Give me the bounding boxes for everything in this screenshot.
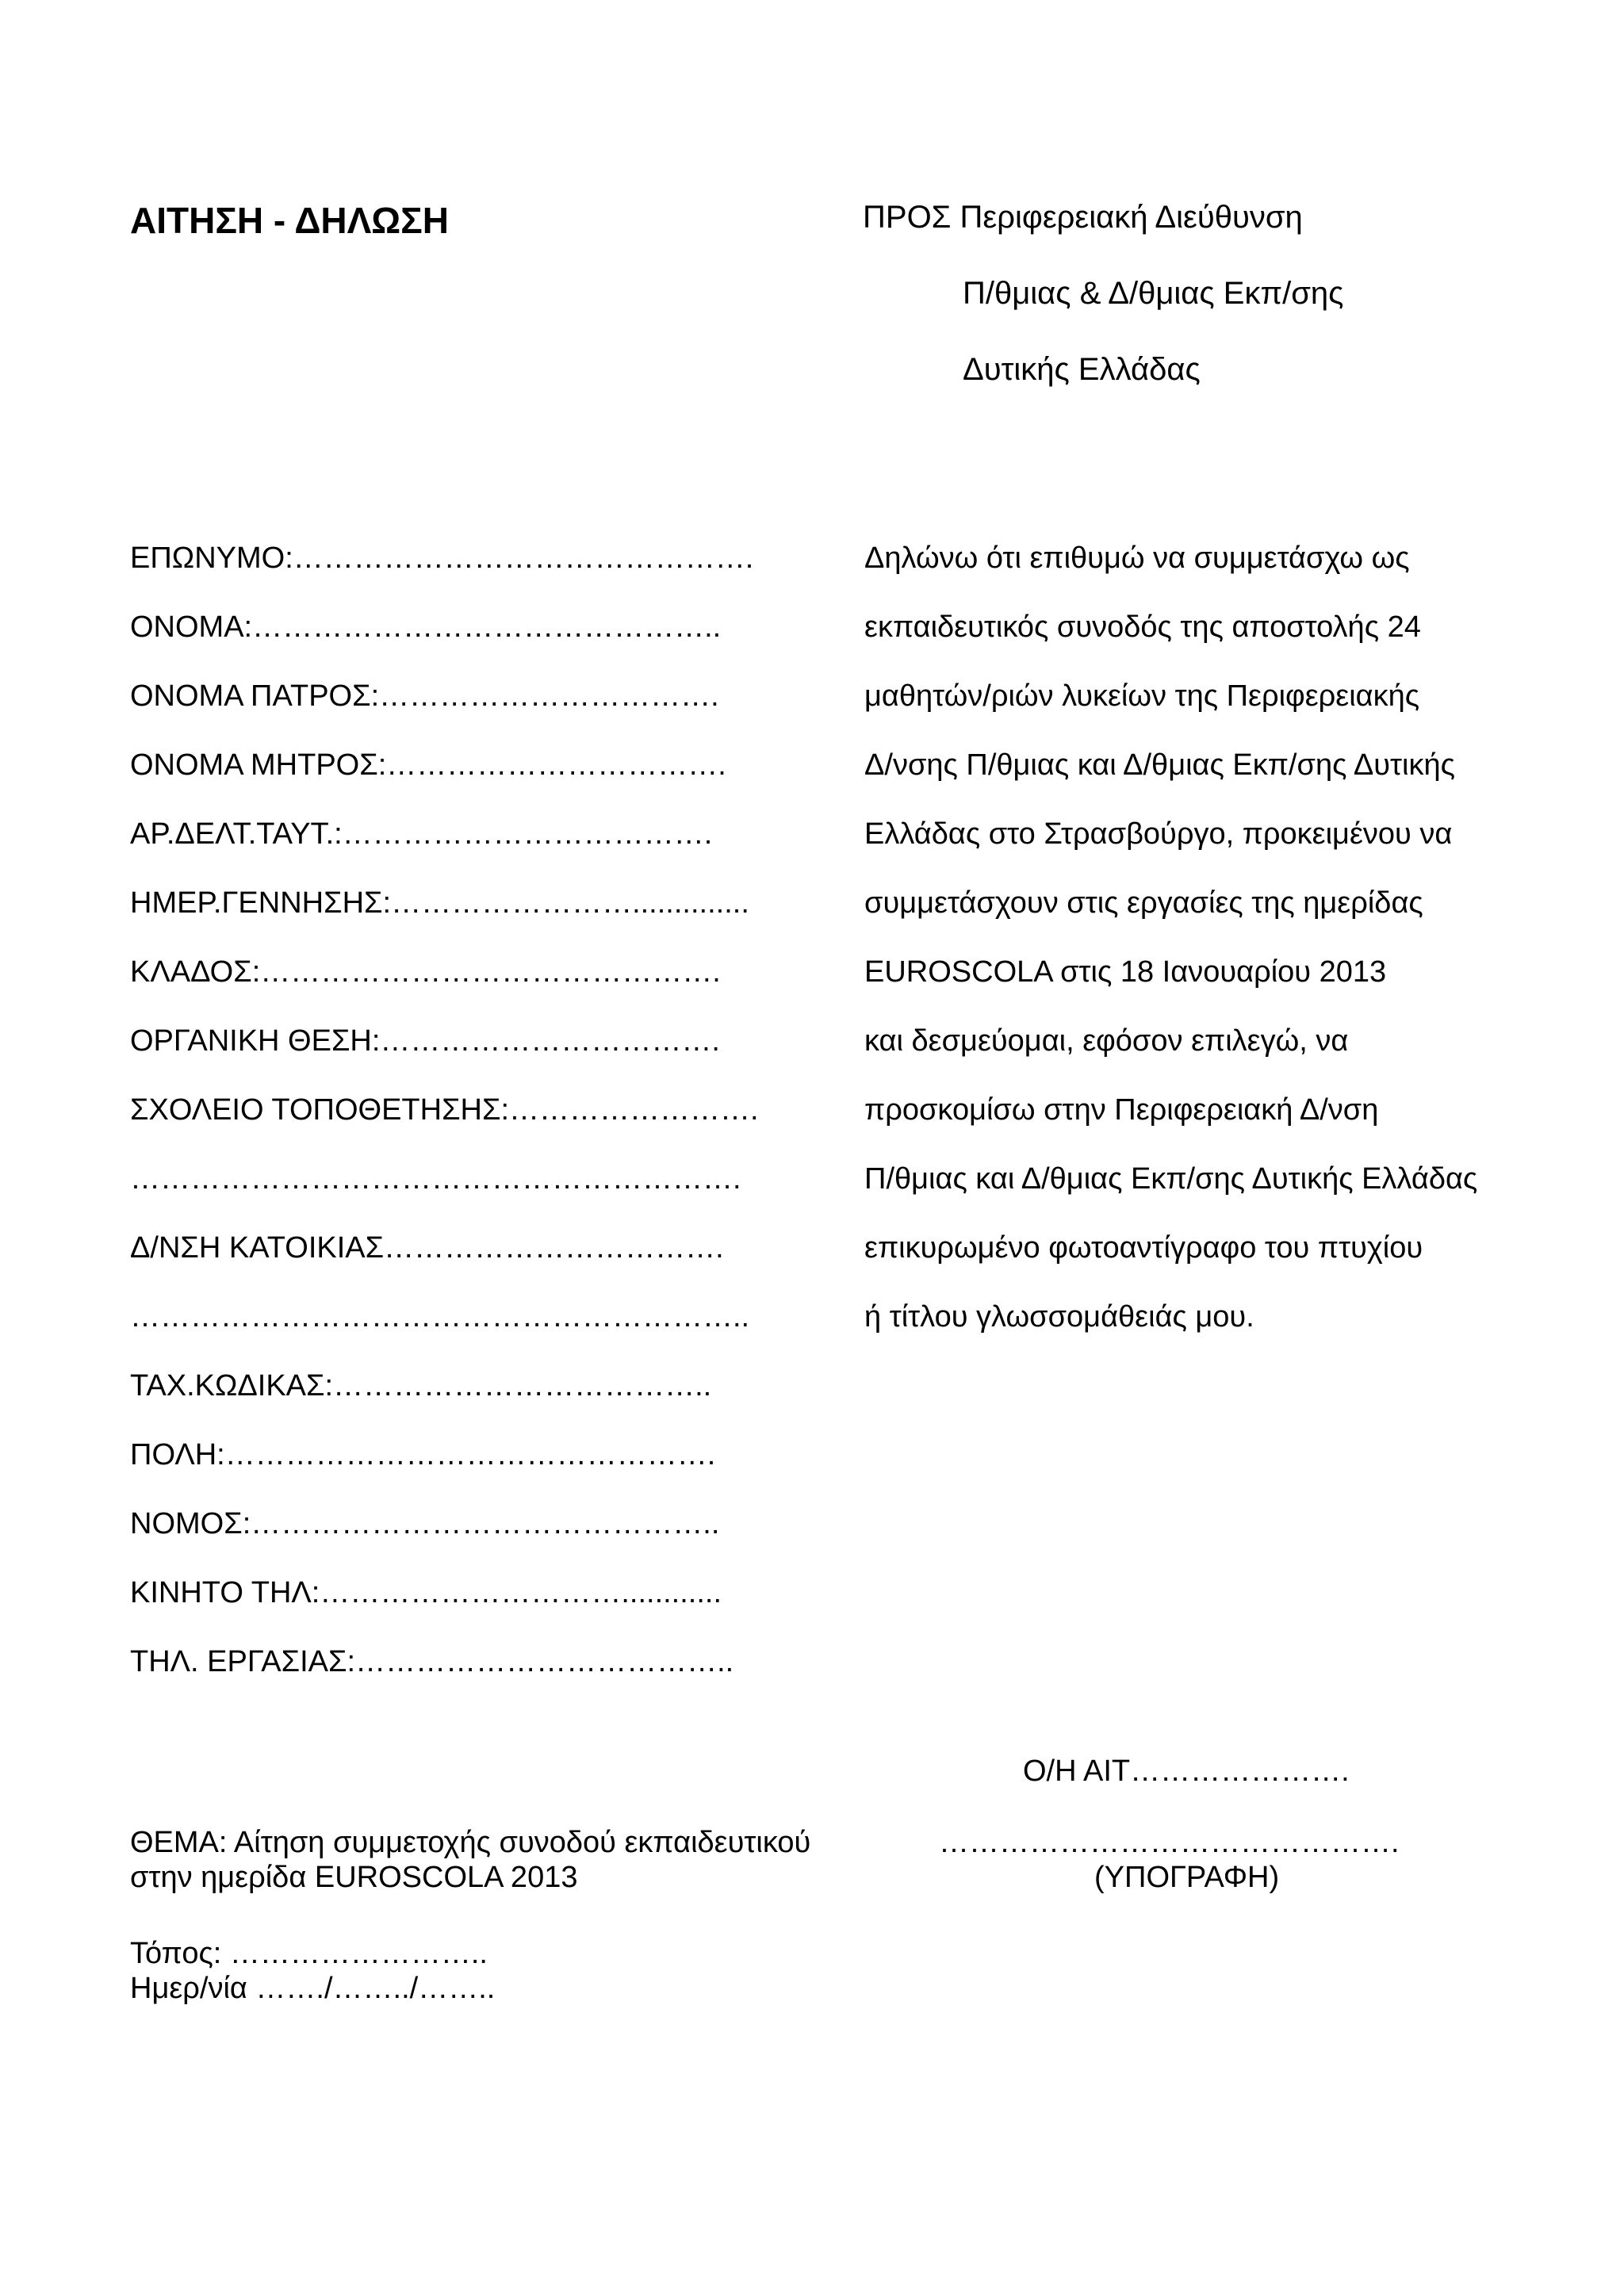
placement-school-continuation-field[interactable]: ……………………………………………………. bbox=[130, 1162, 741, 1196]
applicant-label: Ο/Η ΑΙΤ…………………. bbox=[1023, 1755, 1350, 1788]
first-name-field[interactable]: ΟΝΟΜΑ:……………………………………….. bbox=[130, 610, 722, 644]
declaration-line: προσκομίσω στην Περιφερειακή Δ/νση bbox=[864, 1093, 1379, 1127]
mother-name-field[interactable]: ΟΝΟΜΑ ΜΗΤΡΟΣ:……………………………. bbox=[130, 748, 726, 782]
mobile-phone-field[interactable]: ΚΙΝΗΤΟ ΤΗΛ:…………………………............ bbox=[130, 1576, 722, 1609]
declaration-line: Ελλάδας στο Στρασβούργο, προκειμένου να bbox=[864, 817, 1453, 851]
declaration-line: Δηλώνω ότι επιθυμώ να συμμετάσχω ως bbox=[864, 541, 1410, 575]
date-field[interactable]: Ημερ/νία ……./……../…….. bbox=[130, 1972, 496, 2005]
declaration-line: μαθητών/ριών λυκείων της Περιφερειακής bbox=[864, 679, 1420, 713]
recipient-line: ΠΡΟΣ Περιφερειακή Διεύθυνση bbox=[863, 200, 1303, 235]
specialty-field[interactable]: ΚΛΑΔΟΣ:………………………………………. bbox=[130, 955, 721, 989]
placement-school-field[interactable]: ΣΧΟΛΕΙΟ ΤΟΠΟΘΕΤΗΣΗΣ:……………………. bbox=[130, 1093, 759, 1127]
postal-code-field[interactable]: ΤΑΧ.ΚΩΔΙΚΑΣ:……………………………….. bbox=[130, 1369, 712, 1402]
declaration-line: συμμετάσχουν στις εργασίες της ημερίδας bbox=[864, 886, 1423, 920]
id-number-field[interactable]: ΑΡ.ΔΕΛΤ.ΤΑΥΤ.:………………………………. bbox=[130, 817, 713, 851]
prefecture-field[interactable]: ΝΟΜΟΣ:……………………………………….. bbox=[130, 1507, 720, 1540]
place-field[interactable]: Τόπος: …………………….. bbox=[130, 1937, 488, 1970]
home-address-field[interactable]: Δ/ΝΣΗ ΚΑΤΟΙΚΙΑΣ……………………………. bbox=[130, 1231, 724, 1265]
recipient-line: Π/θμιας & Δ/θμιας Εκπ/σης bbox=[963, 276, 1344, 311]
home-address-continuation-field[interactable]: …………………………………………………….. bbox=[130, 1300, 750, 1334]
declaration-line: EUROSCOLA στις 18 Ιανουαρίου 2013 bbox=[864, 955, 1387, 989]
father-name-field[interactable]: ΟΝΟΜΑ ΠΑΤΡΟΣ:……………………………. bbox=[130, 679, 719, 713]
organic-position-field[interactable]: ΟΡΓΑΝΙΚΗ ΘΕΣΗ:……………………………. bbox=[130, 1024, 720, 1058]
subject-line: ΘΕΜΑ: Αίτηση συμμετοχής συνοδού εκπαιδευτικού bbox=[130, 1826, 811, 1859]
declaration-line: εκπαιδευτικός συνοδός της αποστολής 24 bbox=[864, 610, 1421, 644]
declaration-line: ή τίτλου γλωσσομάθειάς μου. bbox=[864, 1300, 1254, 1334]
recipient-line: Δυτικής Ελλάδας bbox=[963, 352, 1201, 387]
declaration-line: Π/θμιας και Δ/θμιας Εκπ/σης Δυτικής Ελλάδας bbox=[864, 1162, 1478, 1196]
declaration-line: Δ/νσης Π/θμιας και Δ/θμιας Εκπ/σης Δυτικής bbox=[864, 748, 1455, 782]
signature-line[interactable]: ………………………………………. bbox=[939, 1826, 1400, 1859]
declaration-line: επικυρωμένο φωτοαντίγραφο του πτυχίου bbox=[864, 1231, 1423, 1265]
surname-field[interactable]: ΕΠΩΝΥΜΟ:………………………………………. bbox=[130, 541, 754, 575]
subject-line: στην ημερίδα EUROSCOLA 2013 bbox=[130, 1861, 578, 1894]
work-phone-field[interactable]: ΤΗΛ. ΕΡΓΑΣΙΑΣ:……………………………….. bbox=[130, 1645, 734, 1678]
document-title: ΑΙΤΗΣΗ - ΔΗΛΩΣΗ bbox=[130, 200, 449, 241]
declaration-line: και δεσμεύομαι, εφόσον επιλεγώ, να bbox=[864, 1024, 1349, 1058]
signature-label: (ΥΠΟΓΡΑΦΗ) bbox=[1094, 1861, 1280, 1894]
city-field[interactable]: ΠΟΛΗ:…………………………………………. bbox=[130, 1438, 716, 1471]
birth-date-field[interactable]: ΗΜΕΡ.ΓΕΝΝΗΣΗΣ:…………………….............. bbox=[130, 886, 749, 920]
